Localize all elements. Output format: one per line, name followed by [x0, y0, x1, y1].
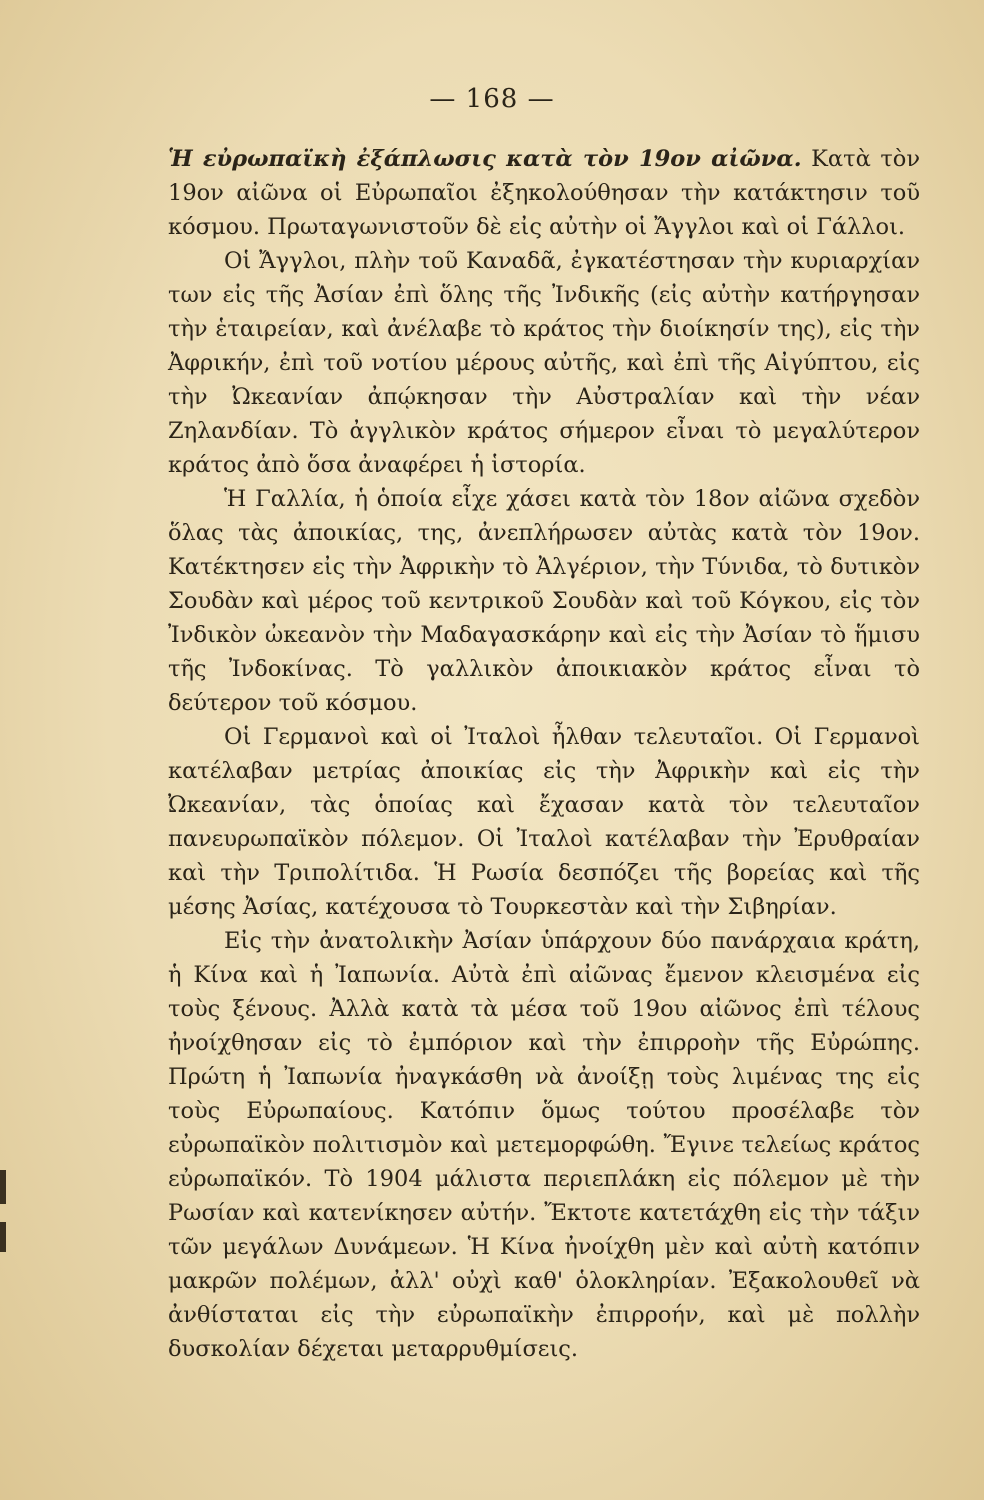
binding-mark — [0, 1222, 6, 1252]
binding-mark — [0, 1170, 6, 1204]
section-heading: Ἡ εὐρωπαϊκὴ ἐξάπλωσις κατὰ τὸν 19ον αἰῶνα. — [168, 146, 802, 172]
paragraph-east-asia: Εἰς τὴν ἀνατολικὴν Ἀσίαν ὑπάρχουν δύο πανάρχαια κράτη, ἡ Κίνα καὶ ἡ Ἰαπωνία. Αὐτὰ ἐπὶ αἰῶνας ἔμενον κλεισμένα εἰς τοὺς ξένους. Ἀλλὰ κατὰ τὰ μέσα τοῦ 19ου αἰῶνος ἐπὶ τέλους ἠνοίχθησαν εἰς τὸ ἐμπόριον καὶ τὴν ἐπιρροὴν τῆς Εὐρώπης. Πρώτη ἡ Ἰαπωνία ἠναγκάσθη νὰ ἀνοίξῃ τοὺς λιμένας της εἰς τοὺς Εὐρωπαίους. Κατόπιν ὅμως τούτου προσέλαβε τὸν εὐρωπαϊκὸν πολιτισμὸν καὶ μετεμορφώθη. Ἔγινε τελείως κράτος εὐρωπαϊκόν. Τὸ 1904 μάλιστα περιεπλάκη εἰς πόλεμον μὲ τὴν Ρωσίαν καὶ κατενίκησεν αὐτήν. Ἔκτοτε κατετάχθη εἰς τὴν τάξιν τῶν μεγάλων Δυνάμεων. Ἡ Κίνα ἠνοίχθη μὲν καὶ αὐτὴ κατόπιν μακρῶν πολέμων, ἀλλ' οὐχὶ καθ' ὁλοκληρίαν. Ἐξακολουθεῖ νὰ ἀνθίσταται εἰς τὴν εὐρωπαϊκὴν ἐπιρροήν, καὶ μὲ πολλὴν δυσκολίαν δέχεται μεταρρυθμίσεις. — [168, 928, 920, 1362]
body-text — [168, 142, 920, 1366]
page-number: — 168 — — [429, 84, 555, 114]
paragraph-england: Οἱ Ἄγγλοι, πλὴν τοῦ Καναδᾶ, ἐγκατέστησαν τὴν κυριαρχίαν των εἰς τῆς Ἀσίαν ἐπὶ ὅλης τῆς Ἰνδικῆς (εἰς αὐτὴν κατήργησαν τὴν ἑταιρείαν, καὶ ἀνέλαβε τὸ κράτος τὴν διοίκησίν της), εἰς τὴν Ἀφρικήν, ἐπὶ τοῦ νοτίου μέρους αὐτῆς, καὶ ἐπὶ τῆς Αἰγύπτου, εἰς τὴν Ὠκεανίαν ἀπῴκησαν τὴν Αὐστραλίαν καὶ τὴν νέαν Ζηλανδίαν. Τὸ ἀγγλικὸν κράτος σήμερον εἶναι τὸ μεγαλύτερον κράτος ἀπὸ ὅσα ἀναφέρει ἡ ἱστορία. — [168, 248, 920, 478]
paragraph-germany-italy-russia: Οἱ Γερμανοὶ καὶ οἱ Ἰταλοὶ ἦλθαν τελευταῖοι. Οἱ Γερμανοὶ κατέλαβαν μετρίας ἀποικίας εἰς τὴν Ἀφρικὴν καὶ εἰς τὴν Ὠκεανίαν, τὰς ὁποίας καὶ ἔχασαν κατὰ τὸν τελευταῖον πανευρωπαϊκὸν πόλεμον. Οἱ Ἰταλοὶ κατέλαβαν τὴν Ἐρυθραίαν καὶ τὴν Τριπολίτιδα. Ἡ Ρωσία δεσπόζει τῆς βορείας καὶ τῆς μέσης Ἀσίας, κατέχουσα τὸ Τουρκεστὰν καὶ τὴν Σιβηρίαν. — [168, 724, 920, 920]
paragraph-france: Ἡ Γαλλία, ἡ ὁποία εἶχε χάσει κατὰ τὸν 18ον αἰῶνα σχεδὸν ὅλας τὰς ἀποικίας, της, ἀνεπλήρωσεν αὐτὰς κατὰ τὸν 19ον. Κατέκτησεν εἰς τὴν Ἀφρικὴν τὸ Ἀλγέριον, τὴν Τύνιδα, τὸ δυτικὸν Σουδὰν καὶ μέρος τοῦ κεντρικοῦ Σουδὰν καὶ τοῦ Κόγκου, εἰς τὸν Ἰνδικὸν ὠκεανὸν τὴν Μαδαγασκάρην καὶ εἰς τὴν Ἀσίαν τὸ ἥμισυ τῆς Ἰνδοκίνας. Τὸ γαλλικὸν ἀποικιακὸν κράτος εἶναι τὸ δεύτερον τοῦ κόσμου. — [168, 486, 920, 716]
section-intro-text: Κατὰ τὸν 19ον αἰῶνα οἱ Εὐρωπαῖοι ἐξηκολούθησαν τὴν κατάκτησιν τοῦ κόσμου. Πρωταγωνιστοῦν δὲ εἰς αὐτὴν οἱ Ἄγγλοι καὶ οἱ Γάλλοι. — [168, 146, 921, 240]
section-intro-paragraph — [168, 142, 920, 244]
